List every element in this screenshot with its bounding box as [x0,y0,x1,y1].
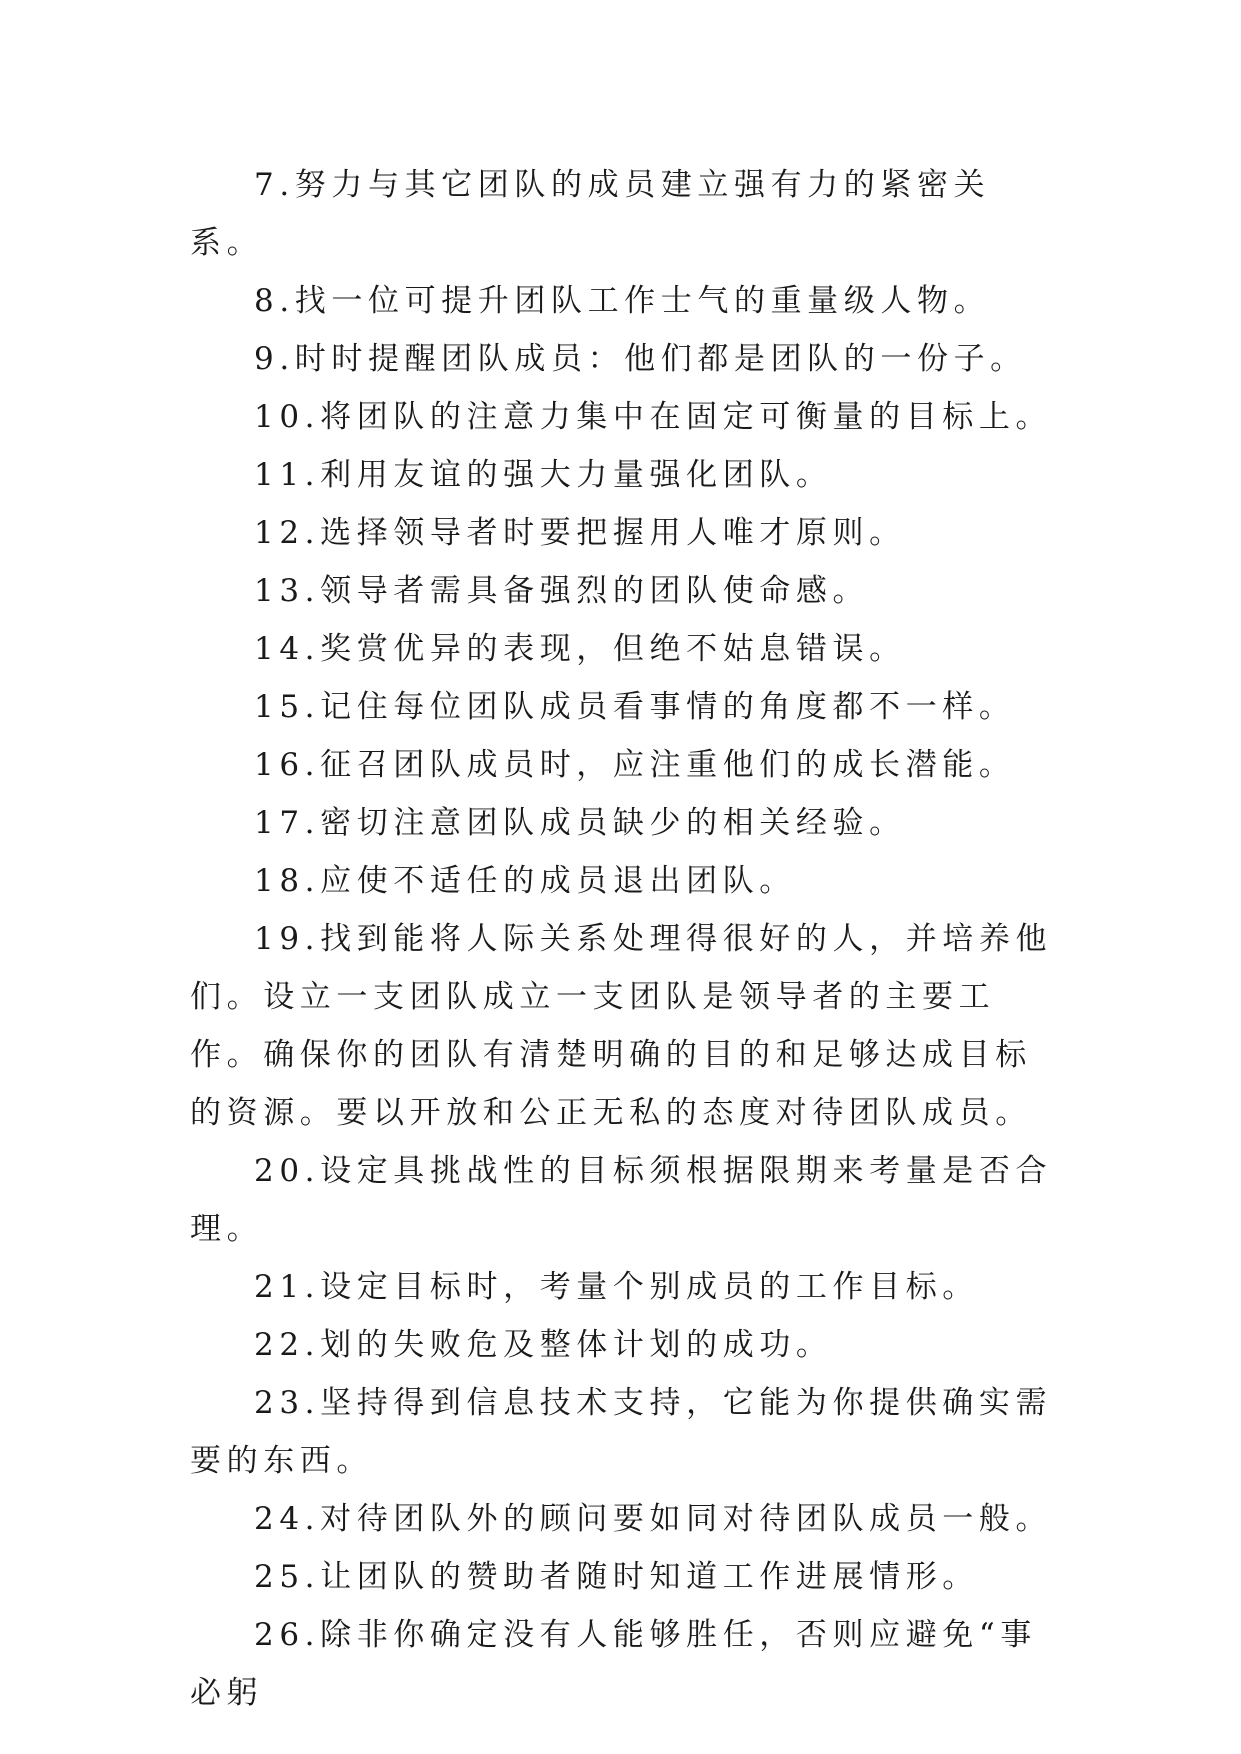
paragraph-13: 13.领导者需具备强烈的团队使命感。 [254,573,870,609]
paragraph-17: 17.密切注意团队成员缺少的相关经验。 [254,805,906,841]
paragraph-26: 26.除非你确定没有人能够胜任，否则应避免“事必躬 [190,1617,1037,1711]
paragraph-22: 22.划的失败危及整体计划的成功。 [254,1327,833,1363]
paragraph-20: 20.设定具挑战性的目标须根据限期来考量是否合理。 [190,1153,1053,1247]
paragraph-8: 8.找一位可提升团队工作士气的重量级人物。 [254,283,991,319]
paragraph-21: 21.设定目标时，考量个别成员的工作目标。 [254,1269,979,1305]
paragraph-25: 25.让团队的赞助者随时知道工作进展情形。 [254,1559,979,1595]
paragraph-12: 12.选择领导者时要把握用人唯才原则。 [254,515,906,551]
paragraph-19: 19.找到能将人际关系处理得很好的人，并培养他们。设立一支团队成立一支团队是领导者的主要工作。确保你的团队有清楚明确的目的和足够达成目标的资源。要以开放和公正无私的态度对待团队成员。 [190,921,1053,1131]
paragraph-16: 16.征召团队成员时，应注重他们的成长潜能。 [254,747,1016,783]
paragraph-10: 10.将团队的注意力集中在固定可衡量的目标上。 [254,399,1053,435]
paragraph-15: 15.记住每位团队成员看事情的角度都不一样。 [254,689,1016,725]
paragraph-9: 9.时时提醒团队成员：他们都是团队的一份子。 [254,341,1027,377]
document-body [190,156,1062,1722]
paragraph-7: 7.努力与其它团队的成员建立强有力的紧密关系。 [190,167,991,261]
paragraph-24: 24.对待团队外的顾问要如同对待团队成员一般。 [254,1501,1053,1537]
paragraph-14: 14.奖赏优异的表现，但绝不姑息错误。 [254,631,906,667]
paragraph-11: 11.利用友谊的强大力量强化团队。 [254,457,833,493]
paragraph-23: 23.坚持得到信息技术支持，它能为你提供确实需要的东西。 [190,1385,1053,1479]
paragraph-18: 18.应使不适任的成员退出团队。 [254,863,796,899]
